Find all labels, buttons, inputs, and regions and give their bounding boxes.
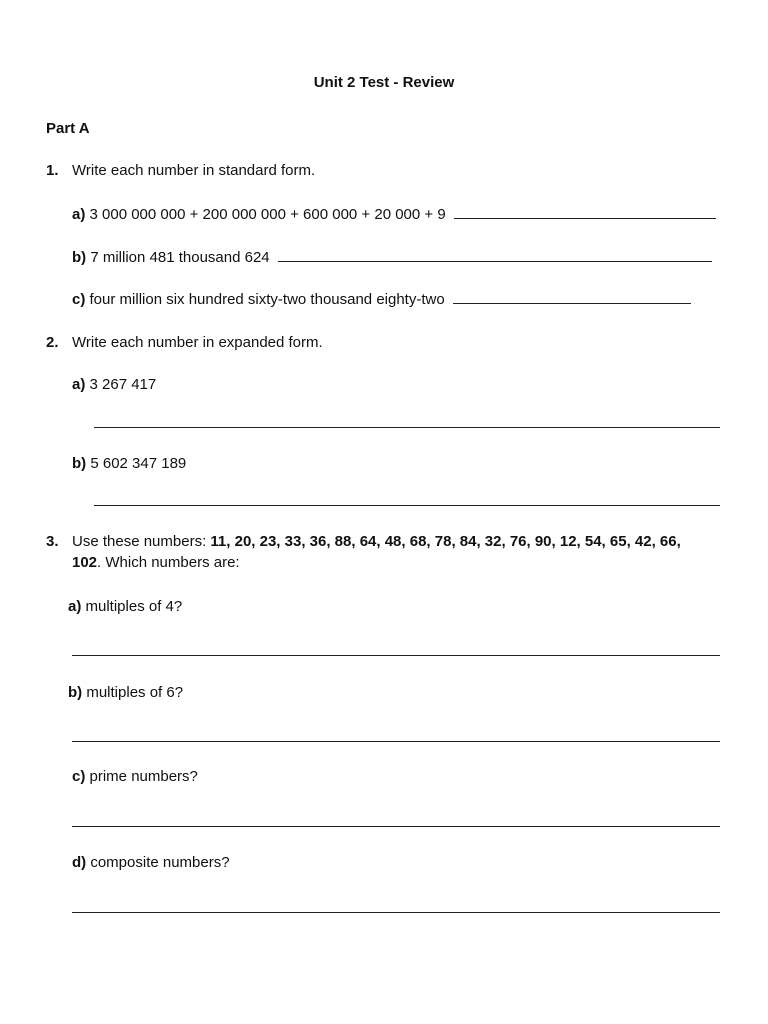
question-3-prompt-start: Use these numbers:: [72, 533, 211, 550]
question-3b-text: multiples of 6?: [86, 684, 184, 701]
part-heading: Part A: [46, 120, 90, 137]
question-1b: [72, 247, 712, 268]
answer-line-3b[interactable]: [72, 741, 720, 742]
answer-line-3d[interactable]: [72, 912, 720, 913]
page-title: Unit 2 Test - Review: [313, 74, 455, 91]
question-1-number: 1.: [46, 162, 59, 179]
question-2a-label: a): [72, 376, 86, 393]
question-1a-label: a): [72, 206, 86, 223]
question-2b: [72, 454, 186, 474]
question-3d-label: d): [72, 854, 87, 871]
question-1c-text: four million six hundred sixty-two thousand eighty-two: [89, 291, 445, 308]
question-2b-label: b): [72, 455, 87, 472]
question-1a: [72, 204, 716, 225]
answer-line-3c[interactable]: [72, 826, 720, 827]
question-3c: [72, 767, 198, 787]
question-3d-text: composite numbers?: [90, 854, 230, 871]
question-2-prompt: Write each number in expanded form.: [72, 334, 323, 351]
question-3-numbers-line1: 11, 20, 23, 33, 36, 88, 64, 48, 68, 78, 84, 32, 76, 90, 12, 54, 65, 42, 66,: [210, 533, 681, 550]
question-3d: [72, 853, 230, 873]
answer-line-3a[interactable]: [72, 655, 720, 656]
question-3a-text: multiples of 4?: [85, 598, 183, 615]
answer-line-2a[interactable]: [94, 427, 720, 428]
question-1c-label: c): [72, 291, 86, 308]
question-2a: [72, 375, 156, 395]
question-3-number: 3.: [46, 533, 59, 550]
question-3a: [68, 597, 182, 617]
question-3b-label: b): [68, 684, 83, 701]
question-3-prompt-line1: [72, 532, 681, 552]
answer-blank-1b[interactable]: [278, 247, 712, 262]
answer-blank-1a[interactable]: [454, 204, 716, 219]
question-3c-text: prime numbers?: [89, 768, 198, 785]
question-3-prompt-end: . Which numbers are:: [97, 554, 240, 571]
answer-line-2b[interactable]: [94, 505, 720, 506]
question-1b-text: 7 million 481 thousand 624: [90, 249, 270, 266]
question-3-numbers-line2: 102: [72, 554, 98, 571]
question-1-prompt: Write each number in standard form.: [72, 162, 316, 179]
question-3a-label: a): [68, 598, 82, 615]
question-1c: [72, 289, 691, 310]
question-2a-text: 3 267 417: [89, 376, 157, 393]
question-3-prompt-line2: [72, 553, 240, 573]
question-2b-text: 5 602 347 189: [90, 455, 187, 472]
answer-blank-1c[interactable]: [453, 289, 691, 304]
question-1a-text: 3 000 000 000 + 200 000 000 + 600 000 + 20 000 + 9: [89, 206, 446, 223]
question-1b-label: b): [72, 249, 87, 266]
question-3b: [68, 683, 183, 703]
question-2-number: 2.: [46, 334, 59, 351]
question-3c-label: c): [72, 768, 86, 785]
